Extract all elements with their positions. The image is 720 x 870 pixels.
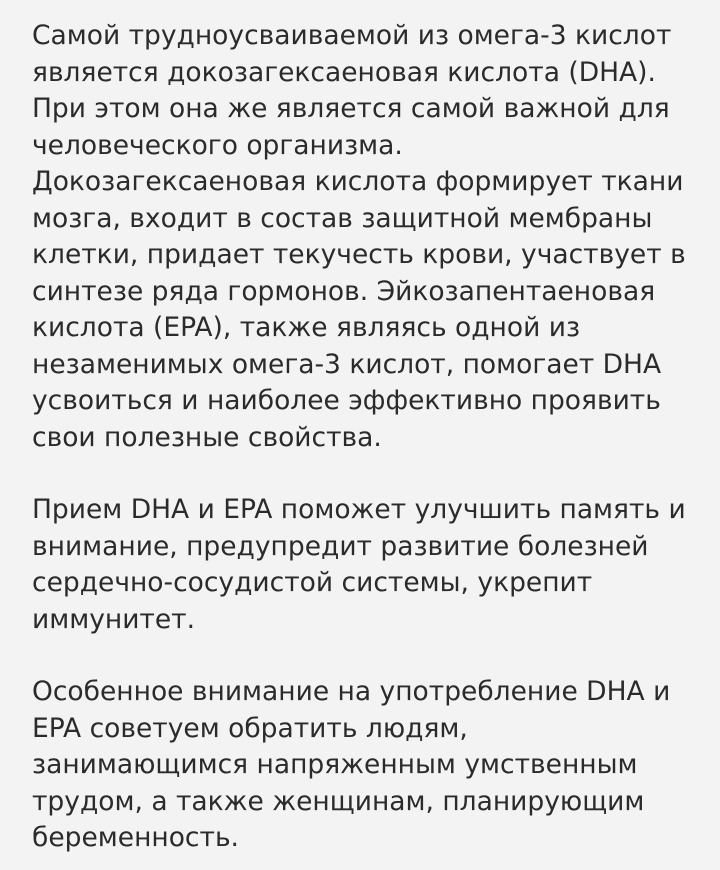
text-line: внимание, предупредит развитие болезней <box>32 530 649 562</box>
text-line: синтезе ряда гормонов. Эйкозапентаеновая <box>32 275 656 307</box>
text-line: Прием DHA и EPA поможет улучшить память и <box>32 494 686 525</box>
text-line: При этом она же является самой важной для <box>32 93 670 124</box>
text-line: беременность. <box>32 822 239 853</box>
text-line: незаменимых омега-3 кислот, помогает DHA <box>32 348 662 380</box>
text-line: Докозагексаеновая кислота формирует ткани <box>32 166 684 197</box>
text-line: EPA советуем обратить людям, <box>32 712 468 744</box>
paragraph-benefits <box>32 492 690 638</box>
text-line: занимающимся напряженным умственным <box>32 749 638 780</box>
text-line: свои полезные свойства. <box>32 421 382 453</box>
text-line: сердечно-сосудистой системы, укрепит <box>32 567 593 598</box>
text-line: усвоиться и наиболее эффективно проявить <box>32 385 661 416</box>
text-line: клетки, придает текучесть крови, участвует в <box>32 239 686 270</box>
text-line: является докозагексаеновая кислота (DHA). <box>32 56 656 88</box>
text-line: иммунитет. <box>32 603 196 635</box>
text-line: Особенное внимание на употребление DHA и <box>32 676 671 707</box>
text-line: человеческого организма. <box>32 129 403 161</box>
text-line: мозга, входит в состав защитной мембраны <box>32 202 653 234</box>
text-line: Самой трудноусваиваемой из омега-3 кислот <box>32 20 672 51</box>
text-line: трудом, а также женщинам, планирующим <box>32 785 645 817</box>
paragraph-dha-description <box>32 18 690 456</box>
text-line: кислота (EPA), также являясь одной из <box>32 312 581 343</box>
paragraph-recommendation <box>32 674 690 857</box>
